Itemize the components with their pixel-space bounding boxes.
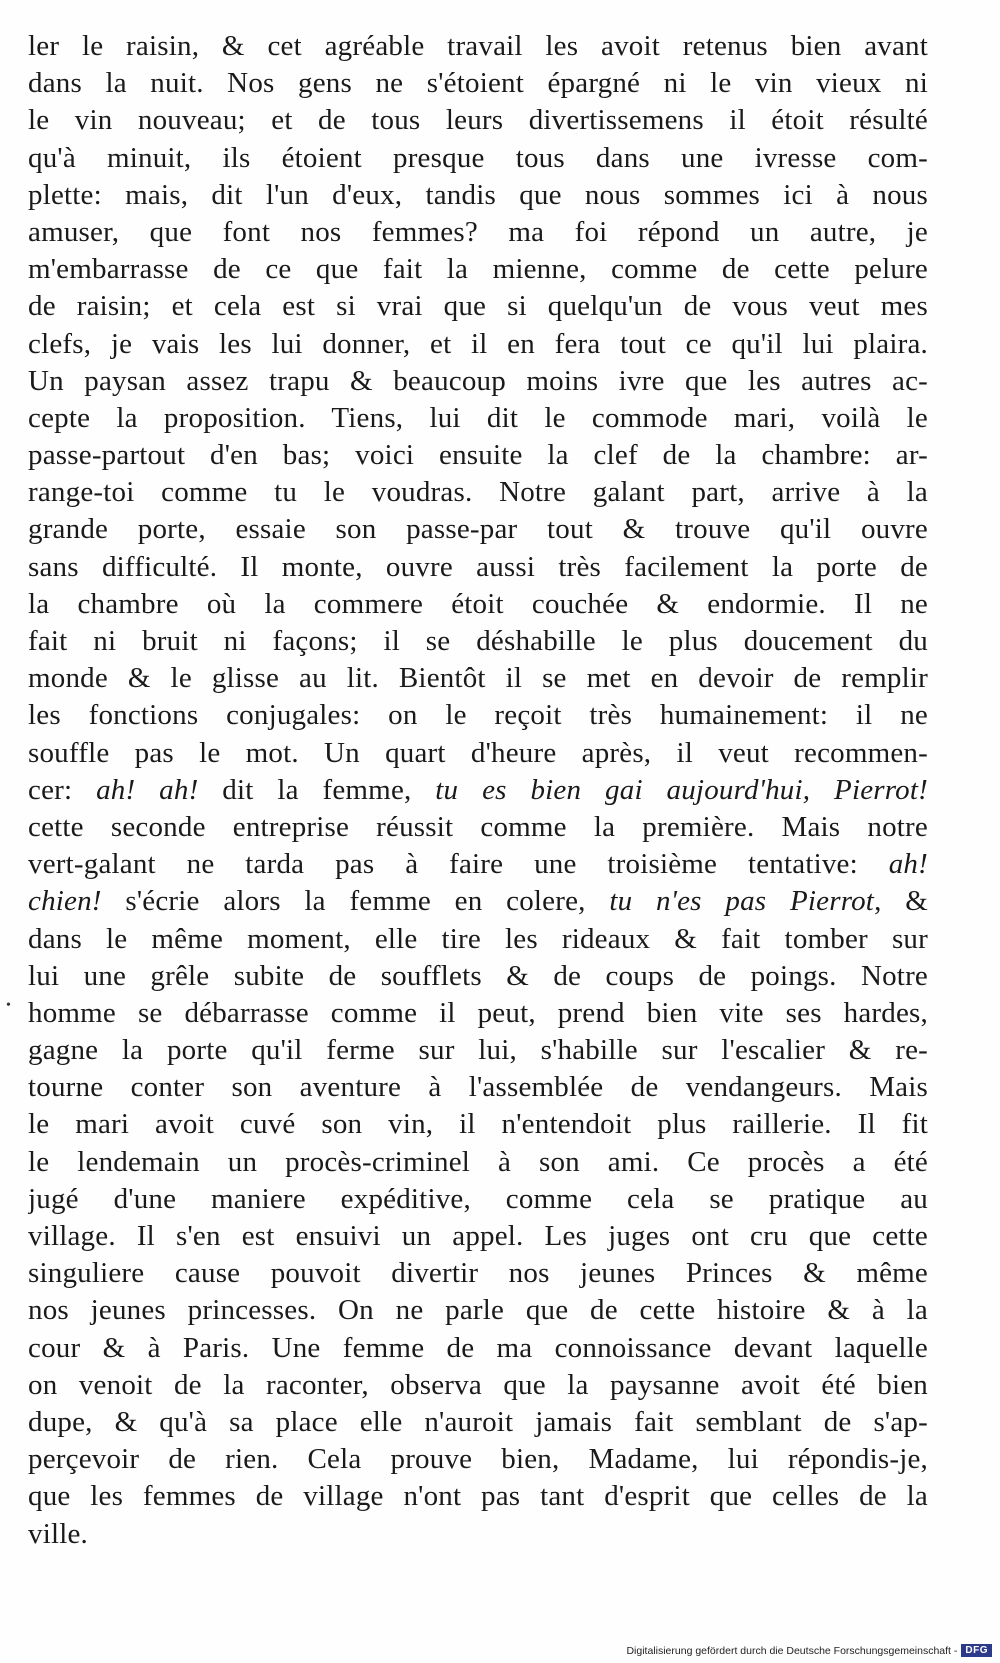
- text-line: [28, 1032, 928, 1069]
- text-segment: le lendemain un procès-criminel à son ami. Ce procès a été: [28, 1145, 928, 1178]
- text-segment: dupe, & qu'à sa place elle n'auroit jamais fait semblant de s'ap-: [28, 1405, 928, 1438]
- text-line: [28, 400, 928, 437]
- text-line: [28, 1478, 928, 1515]
- text-segment: amuser, que font nos femmes? ma foi répond un autre, je: [28, 215, 928, 248]
- text-segment: nos jeunes princesses. On ne parle que de cette histoire & à la: [28, 1294, 928, 1327]
- text-segment: grande porte, essaie son passe-par tout & trouve qu'il ouvre: [28, 513, 928, 546]
- text-line: [28, 288, 928, 325]
- text-line: [28, 549, 928, 586]
- text-line: [28, 1255, 928, 1292]
- italic-text: tu n'es pas Pierrot: [609, 885, 875, 918]
- italic-text: ah!: [888, 848, 928, 881]
- text-segment: lui une grêle subite de soufflets & de coups de poings. Notre: [28, 959, 928, 992]
- text-segment: passe-partout d'en bas; voici ensuite la clef de la chambre: ar-: [28, 439, 928, 472]
- text-segment: la chambre où la commere étoit couchée & endormie. Il ne: [28, 587, 928, 620]
- body-text: [28, 28, 928, 1553]
- text-segment: village. Il s'en est ensuivi un appel. Les juges ont cru que cette: [28, 1220, 928, 1252]
- text-line: [28, 1181, 928, 1218]
- text-line: [28, 511, 928, 548]
- text-line: [28, 1292, 928, 1329]
- text-segment: clefs, je vais les lui donner, et il en fera tout ce qu'il lui plaira.: [28, 327, 928, 360]
- footer-credit: Digitalisierung gefördert durch die Deutsche Forschungsgemeinschaft -: [626, 1644, 958, 1657]
- text-segment: dit la femme,: [198, 773, 436, 806]
- italic-text: ah! ah!: [96, 773, 199, 806]
- text-segment: jugé d'une maniere expéditive, comme cela se pratique au: [28, 1182, 928, 1215]
- text-line: [28, 1218, 928, 1255]
- text-line: [28, 1144, 928, 1181]
- text-segment: singuliere cause pouvoit divertir nos jeunes Princes & même: [28, 1257, 928, 1290]
- text-segment: monde & le glisse au lit. Bientôt il se met en devoir de remplir: [28, 662, 928, 695]
- text-segment: les fonctions conjugales: on le reçoit très humainement: il ne: [28, 699, 928, 732]
- text-segment: m'embarrasse de ce que fait la mienne, comme de cette pelure: [28, 253, 928, 286]
- text-line: [28, 363, 928, 400]
- text-line: [28, 846, 928, 883]
- text-line: [28, 809, 928, 846]
- text-line: [28, 660, 928, 697]
- text-line: [28, 65, 928, 102]
- text-segment: Un paysan assez trapu & beaucoup moins ivre que les autres ac-: [28, 364, 928, 397]
- text-line: [28, 883, 928, 920]
- text-segment: on venoit de la raconter, observa que la paysanne avoit été bien: [28, 1368, 928, 1401]
- text-segment: qu'à minuit, ils étoient presque tous dans une ivresse com-: [28, 141, 928, 174]
- text-line: [28, 102, 928, 139]
- text-line: [28, 772, 928, 809]
- text-line: [28, 177, 928, 214]
- text-segment: cepte la proposition. Tiens, lui dit le commode mari, voilà le: [28, 401, 928, 434]
- italic-text: chien!: [28, 885, 102, 918]
- stray-mark: •: [6, 998, 11, 1013]
- text-segment: homme se débarrasse comme il peut, prend bien vite ses hardes,: [28, 996, 928, 1029]
- text-segment: s'écrie alors la femme en colere,: [101, 885, 610, 918]
- text-segment: cer:: [28, 773, 97, 806]
- text-line: [28, 995, 928, 1032]
- text-line: [28, 28, 928, 65]
- text-segment: cette seconde entreprise réussit comme la première. Mais notre: [28, 810, 928, 843]
- text-segment: , &: [874, 885, 928, 918]
- text-line: [28, 1404, 928, 1441]
- text-segment: perçevoir de rien. Cela prouve bien, Madame, lui répondis-je,: [28, 1443, 928, 1476]
- text-segment: sans difficulté. Il monte, ouvre aussi très facilement la porte de: [28, 550, 928, 583]
- text-line: [28, 623, 928, 660]
- text-segment: le vin nouveau; et de tous leurs divertissemens il étoit résulté: [28, 104, 928, 137]
- text-segment: gagne la porte qu'il ferme sur lui, s'habille sur l'escalier & re-: [28, 1034, 928, 1067]
- text-line: [28, 1106, 928, 1143]
- text-segment: ler le raisin, & cet agréable travail les avoit retenus bien avant: [28, 30, 928, 62]
- text-segment: plette: mais, dit l'un d'eux, tandis que nous sommes ici à nous: [28, 178, 928, 211]
- text-line: [28, 1367, 928, 1404]
- text-segment: tourne conter son aventure à l'assemblée de vendangeurs. Mais: [28, 1071, 928, 1104]
- text-segment: fait ni bruit ni façons; il se déshabille le plus doucement du: [28, 625, 928, 657]
- text-line: [28, 326, 928, 363]
- text-line: [28, 1441, 928, 1478]
- dfg-logo: DFG: [961, 1644, 992, 1657]
- text-line: [28, 1330, 928, 1367]
- text-line: [28, 474, 928, 511]
- text-line: [28, 586, 928, 623]
- text-line: [28, 140, 928, 177]
- text-segment: vert-galant ne tarda pas à faire une troisième tentative:: [28, 848, 889, 881]
- text-line: [28, 958, 928, 995]
- text-line: [28, 1069, 928, 1106]
- text-segment: le mari avoit cuvé son vin, il n'entendoit plus raillerie. Il fit: [28, 1108, 928, 1141]
- text-line: [28, 921, 928, 958]
- italic-text: tu es bien gai aujourd'hui, Pierrot!: [435, 773, 928, 806]
- text-line: [28, 251, 928, 288]
- text-segment: dans la nuit. Nos gens ne s'étoient épargné ni le vin vieux ni: [28, 67, 928, 100]
- text-segment: de raisin; et cela est si vrai que si quelqu'un de vous veut mes: [28, 290, 928, 323]
- text-line: [28, 214, 928, 251]
- text-line: [28, 437, 928, 474]
- text-segment: range-toi comme tu le voudras. Notre galant part, arrive à la: [28, 476, 928, 509]
- text-line: [28, 735, 928, 772]
- text-segment: cour & à Paris. Une femme de ma connoissance devant laquelle: [28, 1331, 928, 1364]
- text-segment: que les femmes de village n'ont pas tant d'esprit que celles de la: [28, 1480, 928, 1513]
- text-segment: ville.: [28, 1517, 88, 1550]
- text-line: [28, 1516, 928, 1553]
- text-segment: souffle pas le mot. Un quart d'heure après, il veut recommen-: [28, 736, 928, 769]
- text-segment: dans le même moment, elle tire les rideaux & fait tomber sur: [28, 922, 928, 955]
- text-line: [28, 697, 928, 734]
- digitization-footer: [626, 1644, 992, 1657]
